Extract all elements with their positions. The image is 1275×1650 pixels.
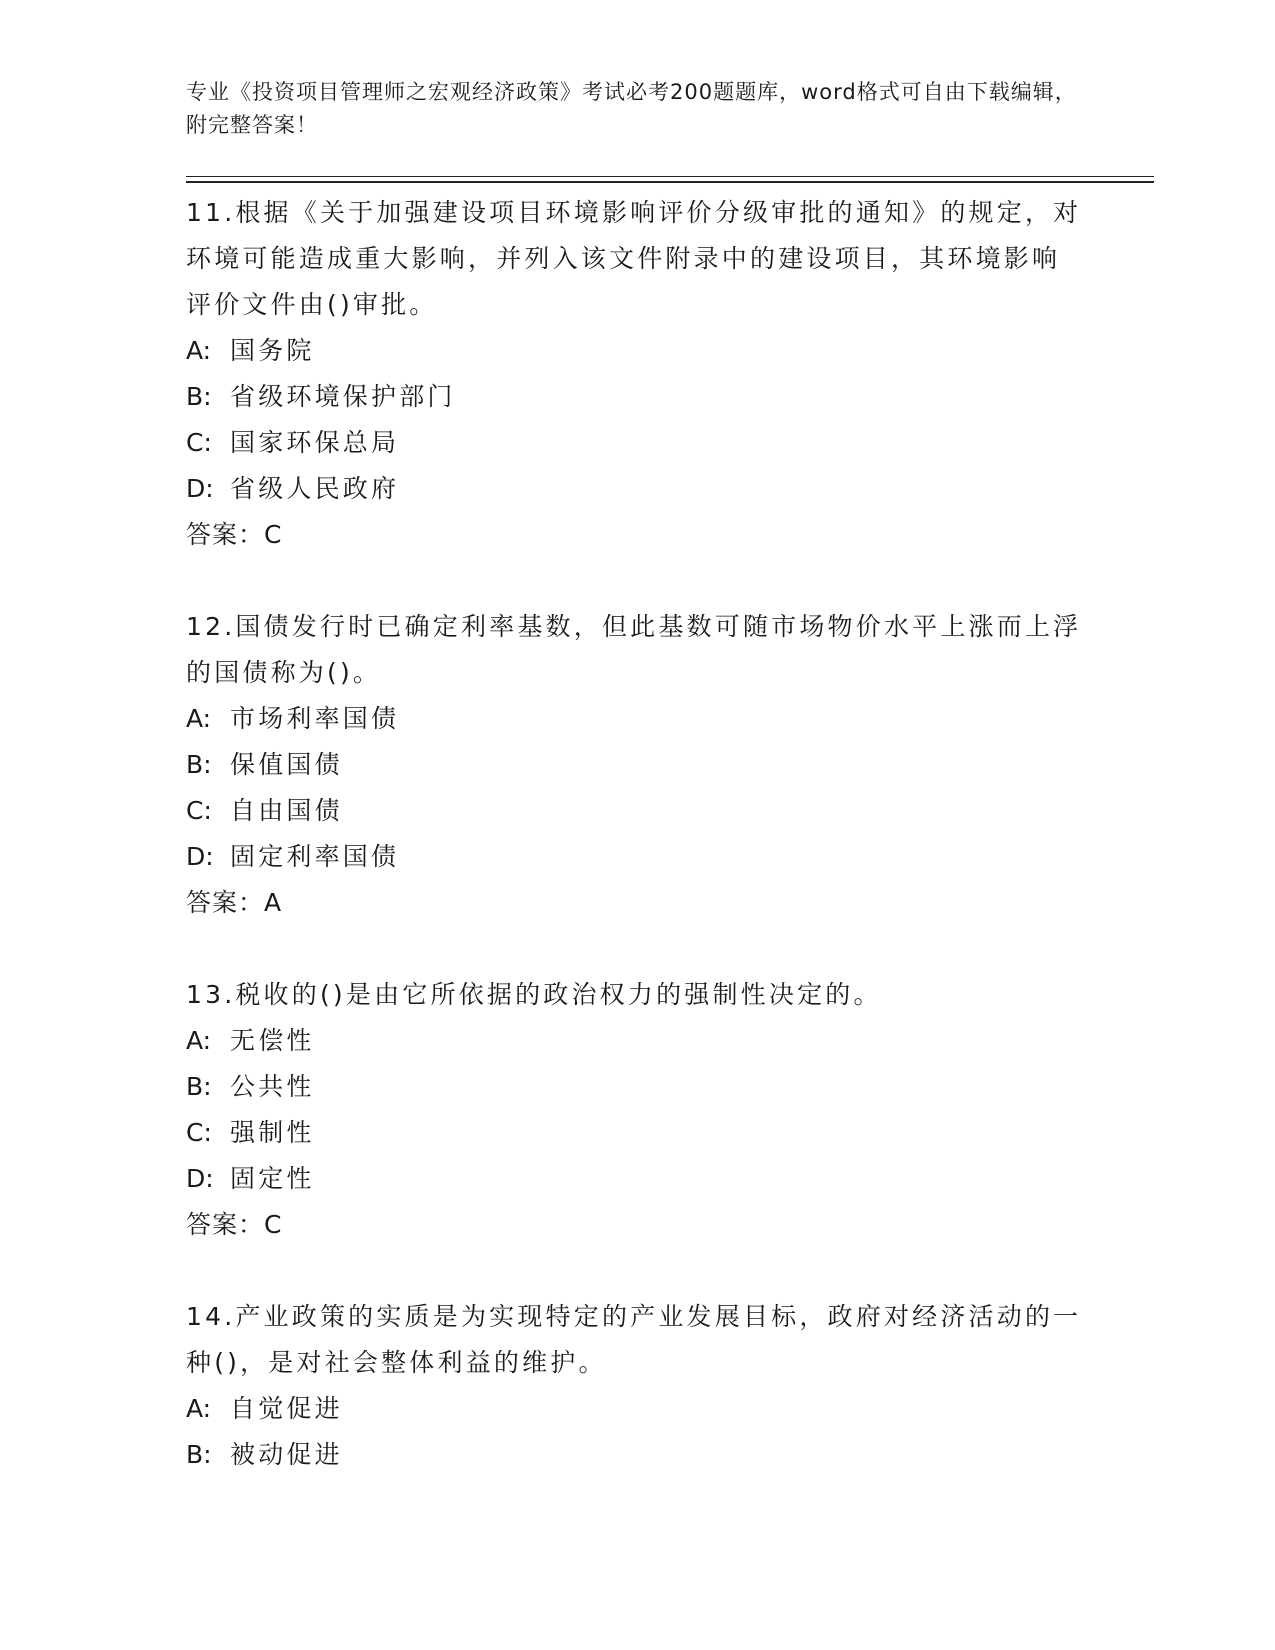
question-14	[186, 1294, 1086, 1478]
header-divider-thin	[186, 176, 1154, 177]
option-key: B:	[186, 1072, 212, 1101]
option-key: A:	[186, 1026, 212, 1055]
answer-line: 答案：A	[186, 888, 283, 917]
option-key: D:	[186, 1164, 214, 1193]
option-c	[186, 420, 1086, 466]
option-a	[186, 1386, 1086, 1432]
question-stem: 14.产业政策的实质是为实现特定的产业发展目标，政府对经济活动的一种()，是对社会整体利益的维护。	[186, 1302, 1082, 1377]
option-text: 自觉促进	[230, 1394, 343, 1423]
option-text: 市场利率国债	[230, 704, 400, 733]
option-d	[186, 1156, 1086, 1202]
option-c	[186, 788, 1086, 834]
option-text: 固定性	[230, 1164, 315, 1193]
option-text: 被动促进	[230, 1440, 343, 1469]
option-text: 自由国债	[230, 796, 343, 825]
question-11	[186, 190, 1086, 558]
option-key: D:	[186, 474, 214, 503]
option-b	[186, 1432, 1086, 1478]
option-key: D:	[186, 842, 214, 871]
option-text: 国务院	[230, 336, 315, 365]
option-key: B:	[186, 382, 212, 411]
option-c	[186, 1110, 1086, 1156]
option-text: 国家环保总局	[230, 428, 400, 457]
option-d	[186, 834, 1086, 880]
option-key: C:	[186, 796, 212, 825]
option-d	[186, 466, 1086, 512]
option-a	[186, 696, 1086, 742]
option-key: B:	[186, 1440, 212, 1469]
option-text: 公共性	[230, 1072, 315, 1101]
option-b	[186, 742, 1086, 788]
option-b	[186, 374, 1086, 420]
document-header: 专业《投资项目管理师之宏观经济政策》考试必考200题题库，word格式可自由下载编辑，附完整答案！	[186, 80, 1077, 137]
question-stem: 13.税收的()是由它所依据的政治权力的强制性决定的。	[186, 980, 882, 1009]
option-b	[186, 1064, 1086, 1110]
option-key: A:	[186, 704, 212, 733]
option-key: A:	[186, 336, 212, 365]
question-stem: 12.国债发行时已确定利率基数，但此基数可随市场物价水平上涨而上浮的国债称为()。	[186, 612, 1082, 687]
option-key: C:	[186, 1118, 212, 1147]
question-13	[186, 972, 1086, 1248]
question-list	[186, 190, 1086, 1524]
answer-line: 答案：C	[186, 1210, 283, 1239]
option-key: A:	[186, 1394, 212, 1423]
header-divider-thick	[186, 181, 1154, 183]
option-text: 无偿性	[230, 1026, 315, 1055]
option-a	[186, 1018, 1086, 1064]
option-text: 省级环境保护部门	[230, 382, 456, 411]
question-stem: 11.根据《关于加强建设项目环境影响评价分级审批的通知》的规定，对环境可能造成重大影响，并列入该文件附录中的建设项目，其环境影响评价文件由()审批。	[186, 198, 1082, 319]
option-text: 省级人民政府	[230, 474, 400, 503]
option-text: 固定利率国债	[230, 842, 400, 871]
question-12	[186, 604, 1086, 926]
option-a	[186, 328, 1086, 374]
option-key: C:	[186, 428, 212, 457]
option-key: B:	[186, 750, 212, 779]
option-text: 强制性	[230, 1118, 315, 1147]
answer-line: 答案：C	[186, 520, 283, 549]
option-text: 保值国债	[230, 750, 343, 779]
